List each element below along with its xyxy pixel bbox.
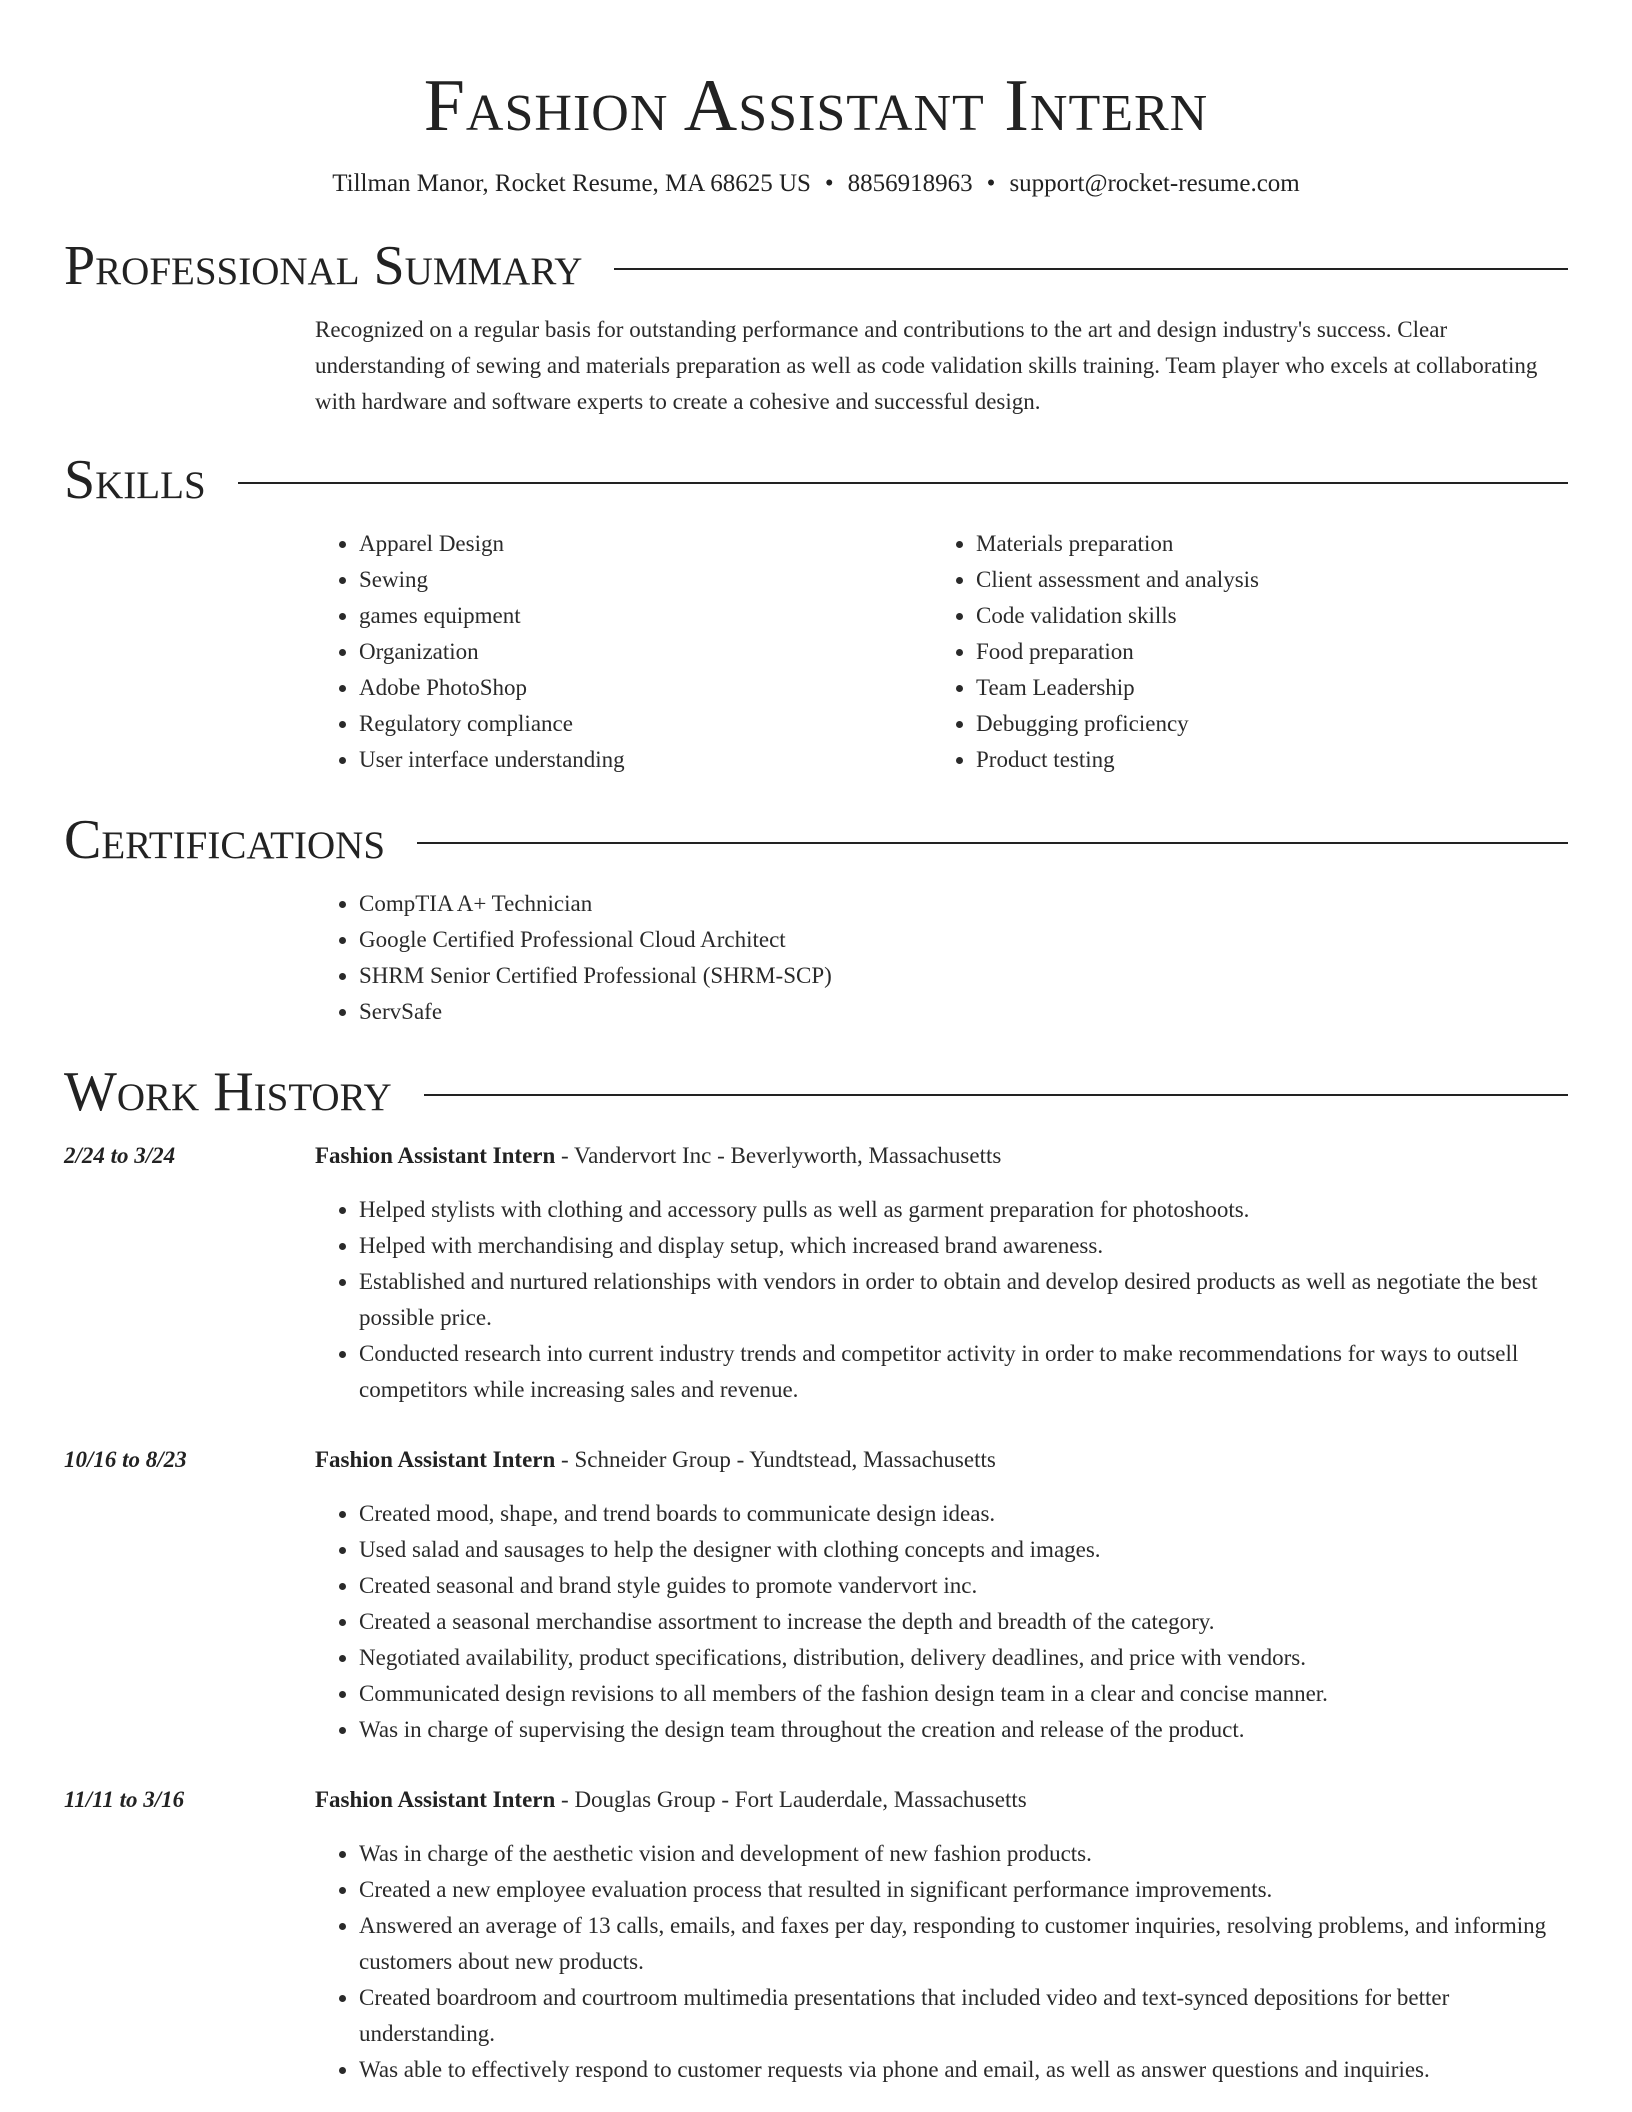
job-bullet: • Created a new employee evaluation process that resulted in significant performance improvements. [359, 1872, 1568, 1908]
section-divider [238, 482, 1568, 484]
job-detail [315, 1782, 1568, 2088]
job-bullet: • Established and nurtured relationships with vendors in order to obtain and develop desired products as well as negotiate the best possible price. [359, 1264, 1568, 1336]
certifications-section [315, 886, 1568, 1030]
section-divider [417, 842, 1568, 844]
job-title: Fashion Assistant Intern [315, 1787, 556, 1812]
job-bullet: • Created a seasonal merchandise assortment to increase the depth and breadth of the category. [359, 1604, 1568, 1640]
skills-section-header [64, 448, 1568, 512]
contact-email: support@rocket-resume.com [1009, 170, 1300, 197]
contact-separator: • [824, 170, 834, 197]
job-dates: 11/11 to 3/16 [64, 1787, 185, 1812]
job-bullet: • Was able to effectively respond to customer requests via phone and email, as well as answer questions and inquiries. [359, 2052, 1568, 2088]
job-entry [64, 1442, 1568, 1748]
work-history-section-header [64, 1060, 1568, 1124]
job-bullet: • Negotiated availability, product specifications, distribution, delivery deadlines, and price with vendors. [359, 1640, 1568, 1676]
skills-columns [315, 526, 1568, 778]
job-entry [64, 1138, 1568, 1408]
skill-item: • Adobe PhotoShop [359, 670, 932, 706]
skill-item: • User interface understanding [359, 742, 932, 778]
skill-item: • games equipment [359, 598, 932, 634]
section-divider [614, 268, 1568, 270]
job-title-line [315, 1138, 1568, 1174]
job-employer: - Schneider Group - Yundtstead, Massachusetts [555, 1447, 996, 1472]
work-history-heading: Work History [64, 1061, 392, 1123]
job-bullets [315, 1496, 1568, 1748]
contact-separator: • [986, 170, 996, 197]
job-title: Fashion Assistant Intern [315, 1447, 556, 1472]
skills-heading: Skills [64, 449, 206, 511]
summary-section-header [64, 234, 1568, 298]
job-bullet: • Was in charge of supervising the design team throughout the creation and release of the product. [359, 1712, 1568, 1748]
skill-item: • Debugging proficiency [976, 706, 1549, 742]
resume-page [64, 0, 1568, 2088]
summary-heading: Professional Summary [64, 235, 583, 297]
skill-item: • Materials preparation [976, 526, 1549, 562]
job-employer: - Douglas Group - Fort Lauderdale, Massachusetts [555, 1787, 1027, 1812]
skills-list-left [315, 526, 932, 778]
job-bullet: • Helped stylists with clothing and accessory pulls as well as garment preparation for photoshoots. [359, 1192, 1568, 1228]
job-detail [315, 1138, 1568, 1408]
job-bullet: • Created boardroom and courtroom multimedia presentations that included video and text-synced depositions for better understanding. [359, 1980, 1568, 2052]
certification-item: • ServSafe [359, 994, 1568, 1030]
skill-item: • Product testing [976, 742, 1549, 778]
job-bullets [315, 1192, 1568, 1408]
job-bullet: • Conducted research into current industry trends and competitor activity in order to make recommendations for ways to outsell competitors while increasing sales and revenue. [359, 1336, 1568, 1408]
certification-item: • Google Certified Professional Cloud Architect [359, 922, 1568, 958]
job-bullet: • Communicated design revisions to all members of the fashion design team in a clear and concise manner. [359, 1676, 1568, 1712]
skill-item: • Sewing [359, 562, 932, 598]
summary-text: Recognized on a regular basis for outstanding performance and contributions to the art and design industry's success. Clear understanding of sewing and materials preparation as well as code validation skills training. Team player who excels at collaborating with hardware and software experts to create a cohesive and successful design. [315, 317, 1538, 414]
job-bullets [315, 1836, 1568, 2088]
job-title-line [315, 1782, 1568, 1818]
job-dates: 2/24 to 3/24 [64, 1143, 176, 1168]
skill-item: • Regulatory compliance [359, 706, 932, 742]
job-bullet: • Used salad and sausages to help the designer with clothing concepts and images. [359, 1532, 1568, 1568]
contact-phone: 8856918963 [847, 170, 973, 197]
certifications-heading: Certifications [64, 809, 386, 871]
skill-item: • Team Leadership [976, 670, 1549, 706]
job-dates: 10/16 to 8/23 [64, 1447, 187, 1472]
skill-item: • Apparel Design [359, 526, 932, 562]
contact-line [64, 168, 1568, 200]
candidate-name: Fashion Assistant Intern [423, 65, 1209, 147]
summary-section [315, 312, 1568, 420]
job-title-line [315, 1442, 1568, 1478]
job-bullet: • Was in charge of the aesthetic vision and development of new fashion products. [359, 1836, 1568, 1872]
certifications-section-header [64, 808, 1568, 872]
job-bullet: • Answered an average of 13 calls, emails, and faxes per day, responding to customer inquiries, resolving problems, and informing customers about new products. [359, 1908, 1568, 1980]
certification-item: • SHRM Senior Certified Professional (SHRM-SCP) [359, 958, 1568, 994]
job-detail [315, 1442, 1568, 1748]
skill-item: • Food preparation [976, 634, 1549, 670]
skill-item: • Organization [359, 634, 932, 670]
job-bullet: • Created mood, shape, and trend boards to communicate design ideas. [359, 1496, 1568, 1532]
job-entry [64, 1782, 1568, 2088]
skill-item: • Client assessment and analysis [976, 562, 1549, 598]
job-bullet: • Helped with merchandising and display setup, which increased brand awareness. [359, 1228, 1568, 1264]
job-title: Fashion Assistant Intern [315, 1143, 556, 1168]
certification-item: • CompTIA A+ Technician [359, 886, 1568, 922]
job-employer: - Vandervort Inc - Beverlyworth, Massachusetts [555, 1143, 1002, 1168]
skills-list-right [932, 526, 1549, 778]
contact-address: Tillman Manor, Rocket Resume, MA 68625 US [332, 170, 811, 197]
skills-section [315, 526, 1568, 778]
section-divider [424, 1094, 1568, 1096]
certifications-list [315, 886, 1568, 1030]
skill-item: • Code validation skills [976, 598, 1549, 634]
job-bullet: • Created seasonal and brand style guides to promote vandervort inc. [359, 1568, 1568, 1604]
